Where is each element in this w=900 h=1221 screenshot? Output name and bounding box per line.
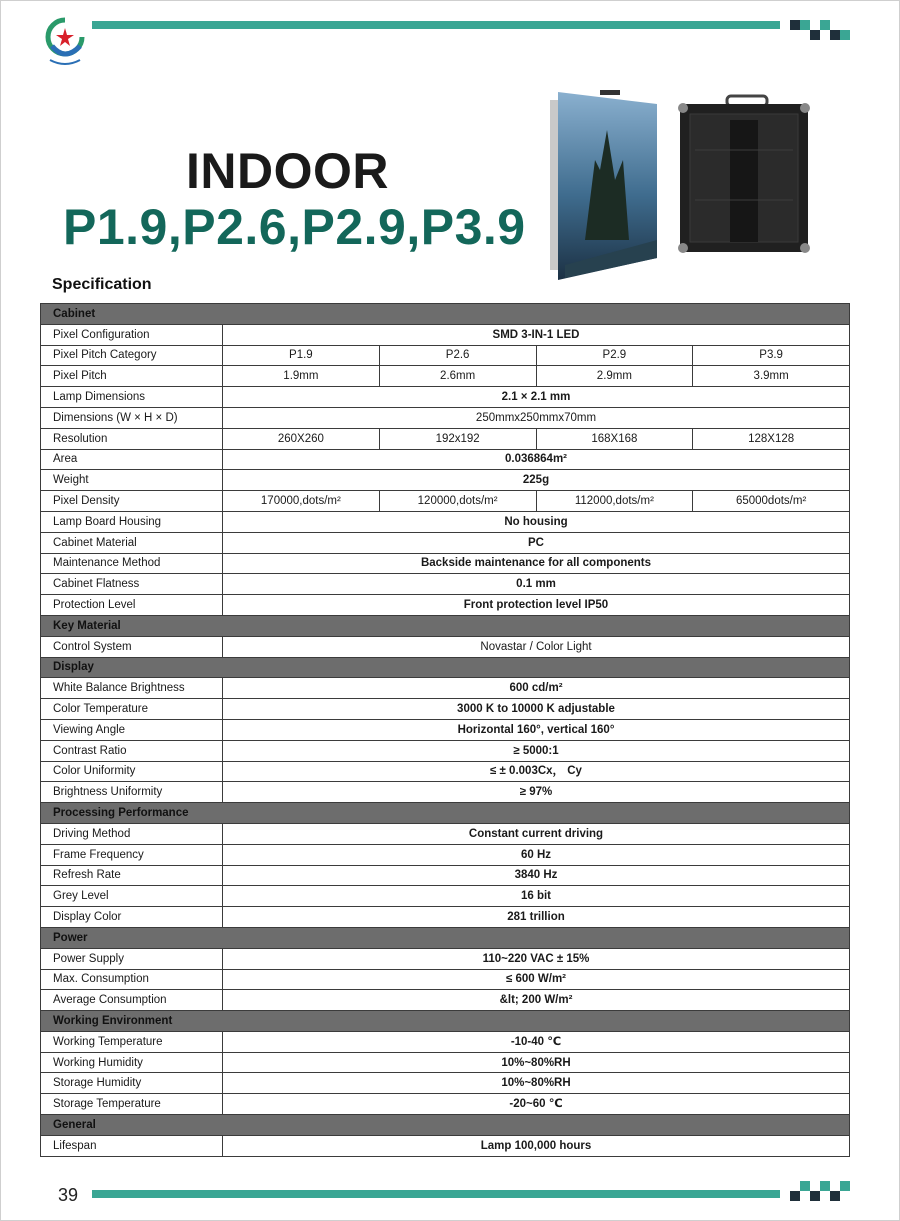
page-number: 39 xyxy=(58,1185,79,1205)
spec-value: 192x192 xyxy=(379,428,536,449)
header-accent-bar xyxy=(92,21,780,29)
spec-value: Constant current driving xyxy=(223,823,850,844)
spec-value: 168X168 xyxy=(536,428,693,449)
spec-label: Grey Level xyxy=(41,886,223,907)
spec-value: 3000 K to 10000 K adjustable xyxy=(223,699,850,720)
spec-label: Cabinet Flatness xyxy=(41,574,223,595)
footer-accent-bar xyxy=(92,1190,780,1198)
table-row xyxy=(41,324,850,345)
table-row xyxy=(41,948,850,969)
table-row xyxy=(41,511,850,532)
spec-label: Frame Frequency xyxy=(41,844,223,865)
table-row xyxy=(41,1073,850,1094)
section-header-row xyxy=(41,803,850,824)
spec-value: Backside maintenance for all components xyxy=(223,553,850,574)
spec-value: 10%~80%RH xyxy=(223,1073,850,1094)
table-row xyxy=(41,907,850,928)
spec-value: 225g xyxy=(223,470,850,491)
section-title: General xyxy=(41,1115,850,1136)
spec-label: Cabinet Material xyxy=(41,532,223,553)
spec-value: 260X260 xyxy=(223,428,380,449)
header-decor-squares xyxy=(790,20,852,42)
spec-label: Pixel Density xyxy=(41,491,223,512)
spec-label: Protection Level xyxy=(41,595,223,616)
table-row xyxy=(41,449,850,470)
spec-value: 170000,dots/m² xyxy=(223,491,380,512)
table-row xyxy=(41,1135,850,1156)
spec-value: 250mmx250mmx70mm xyxy=(223,407,850,428)
section-header-row xyxy=(41,1115,850,1136)
table-row xyxy=(41,1094,850,1115)
spec-value: Front protection level IP50 xyxy=(223,595,850,616)
spec-label: Display Color xyxy=(41,907,223,928)
section-header-row xyxy=(41,1011,850,1032)
spec-label: Pixel Pitch Category xyxy=(41,345,223,366)
spec-value: P3.9 xyxy=(693,345,850,366)
spec-value: 120000,dots/m² xyxy=(379,491,536,512)
spec-label: Area xyxy=(41,449,223,470)
spec-label: Color Temperature xyxy=(41,699,223,720)
spec-value: Horizontal 160°, vertical 160° xyxy=(223,719,850,740)
spec-value: 2.1 × 2.1 mm xyxy=(223,387,850,408)
table-row xyxy=(41,699,850,720)
table-row xyxy=(41,428,850,449)
spec-label: Color Uniformity xyxy=(41,761,223,782)
table-row xyxy=(41,823,850,844)
spec-value: 10%~80%RH xyxy=(223,1052,850,1073)
section-title: Cabinet xyxy=(41,304,850,325)
spec-label: Power Supply xyxy=(41,948,223,969)
company-logo xyxy=(44,16,86,68)
spec-value: P2.6 xyxy=(379,345,536,366)
spec-value: 0.036864m² xyxy=(223,449,850,470)
table-row xyxy=(41,719,850,740)
spec-label: Brightness Uniformity xyxy=(41,782,223,803)
table-row xyxy=(41,678,850,699)
spec-label: White Balance Brightness xyxy=(41,678,223,699)
spec-label: Storage Humidity xyxy=(41,1073,223,1094)
table-row xyxy=(41,470,850,491)
spec-label: Storage Temperature xyxy=(41,1094,223,1115)
spec-label: Max. Consumption xyxy=(41,969,223,990)
spec-value: 2.9mm xyxy=(536,366,693,387)
table-row xyxy=(41,491,850,512)
specification-heading: Specification xyxy=(52,276,152,293)
spec-value: 2.6mm xyxy=(379,366,536,387)
table-row xyxy=(41,1031,850,1052)
spec-value: No housing xyxy=(223,511,850,532)
spec-label: Working Temperature xyxy=(41,1031,223,1052)
spec-label: Average Consumption xyxy=(41,990,223,1011)
spec-value: ≤ ± 0.003Cx， Cy xyxy=(223,761,850,782)
table-row xyxy=(41,844,850,865)
spec-value: 281 trillion xyxy=(223,907,850,928)
spec-value: &lt; 200 W/m² xyxy=(223,990,850,1011)
section-header-row xyxy=(41,657,850,678)
table-row xyxy=(41,595,850,616)
spec-value: -20~60 ℃ xyxy=(223,1094,850,1115)
spec-value: ≥ 97% xyxy=(223,782,850,803)
spec-value: 1.9mm xyxy=(223,366,380,387)
table-row xyxy=(41,574,850,595)
page-title: INDOOR xyxy=(186,143,389,199)
spec-label: Dimensions (W × H × D) xyxy=(41,407,223,428)
spec-value: 65000dots/m² xyxy=(693,491,850,512)
spec-value: Lamp 100,000 hours xyxy=(223,1135,850,1156)
model-list-title: P1.9,P2.6,P2.9,P3.9 xyxy=(63,199,526,255)
section-title: Processing Performance xyxy=(41,803,850,824)
spec-label: Viewing Angle xyxy=(41,719,223,740)
table-row xyxy=(41,407,850,428)
table-row xyxy=(41,636,850,657)
spec-label: Weight xyxy=(41,470,223,491)
section-header-row xyxy=(41,927,850,948)
section-title: Key Material xyxy=(41,615,850,636)
section-title: Power xyxy=(41,927,850,948)
table-row xyxy=(41,366,850,387)
section-title: Working Environment xyxy=(41,1011,850,1032)
spec-label: Refresh Rate xyxy=(41,865,223,886)
spec-label: Working Humidity xyxy=(41,1052,223,1073)
spec-label: Lamp Dimensions xyxy=(41,387,223,408)
spec-value: 112000,dots/m² xyxy=(536,491,693,512)
section-header-row xyxy=(41,304,850,325)
spec-value: ≥ 5000:1 xyxy=(223,740,850,761)
spec-value: 128X128 xyxy=(693,428,850,449)
spec-label: Maintenance Method xyxy=(41,553,223,574)
spec-value: 16 bit xyxy=(223,886,850,907)
specification-table xyxy=(40,303,850,1157)
spec-value: Novastar / Color Light xyxy=(223,636,850,657)
led-cabinet-product-image xyxy=(545,90,825,285)
spec-label: Pixel Configuration xyxy=(41,324,223,345)
footer-decor-squares xyxy=(790,1181,852,1203)
table-row xyxy=(41,740,850,761)
table-row xyxy=(41,969,850,990)
spec-value: P2.9 xyxy=(536,345,693,366)
table-row xyxy=(41,345,850,366)
table-row xyxy=(41,761,850,782)
spec-value: PC xyxy=(223,532,850,553)
spec-value: 3.9mm xyxy=(693,366,850,387)
section-title: Display xyxy=(41,657,850,678)
spec-label: Resolution xyxy=(41,428,223,449)
spec-value: 60 Hz xyxy=(223,844,850,865)
section-header-row xyxy=(41,615,850,636)
table-row xyxy=(41,1052,850,1073)
spec-value: SMD 3-IN-1 LED xyxy=(223,324,850,345)
spec-value: -10-40 ℃ xyxy=(223,1031,850,1052)
spec-value: 3840 Hz xyxy=(223,865,850,886)
spec-label: Pixel Pitch xyxy=(41,366,223,387)
spec-value: 110~220 VAC ± 15% xyxy=(223,948,850,969)
spec-label: Control System xyxy=(41,636,223,657)
spec-label: Lifespan xyxy=(41,1135,223,1156)
table-row xyxy=(41,387,850,408)
table-row xyxy=(41,865,850,886)
table-row xyxy=(41,553,850,574)
spec-value: 0.1 mm xyxy=(223,574,850,595)
spec-label: Driving Method xyxy=(41,823,223,844)
table-row xyxy=(41,782,850,803)
spec-label: Contrast Ratio xyxy=(41,740,223,761)
spec-value: 600 cd/m² xyxy=(223,678,850,699)
spec-label: Lamp Board Housing xyxy=(41,511,223,532)
table-row xyxy=(41,990,850,1011)
table-row xyxy=(41,532,850,553)
spec-value: ≤ 600 W/m² xyxy=(223,969,850,990)
spec-value: P1.9 xyxy=(223,345,380,366)
table-row xyxy=(41,886,850,907)
